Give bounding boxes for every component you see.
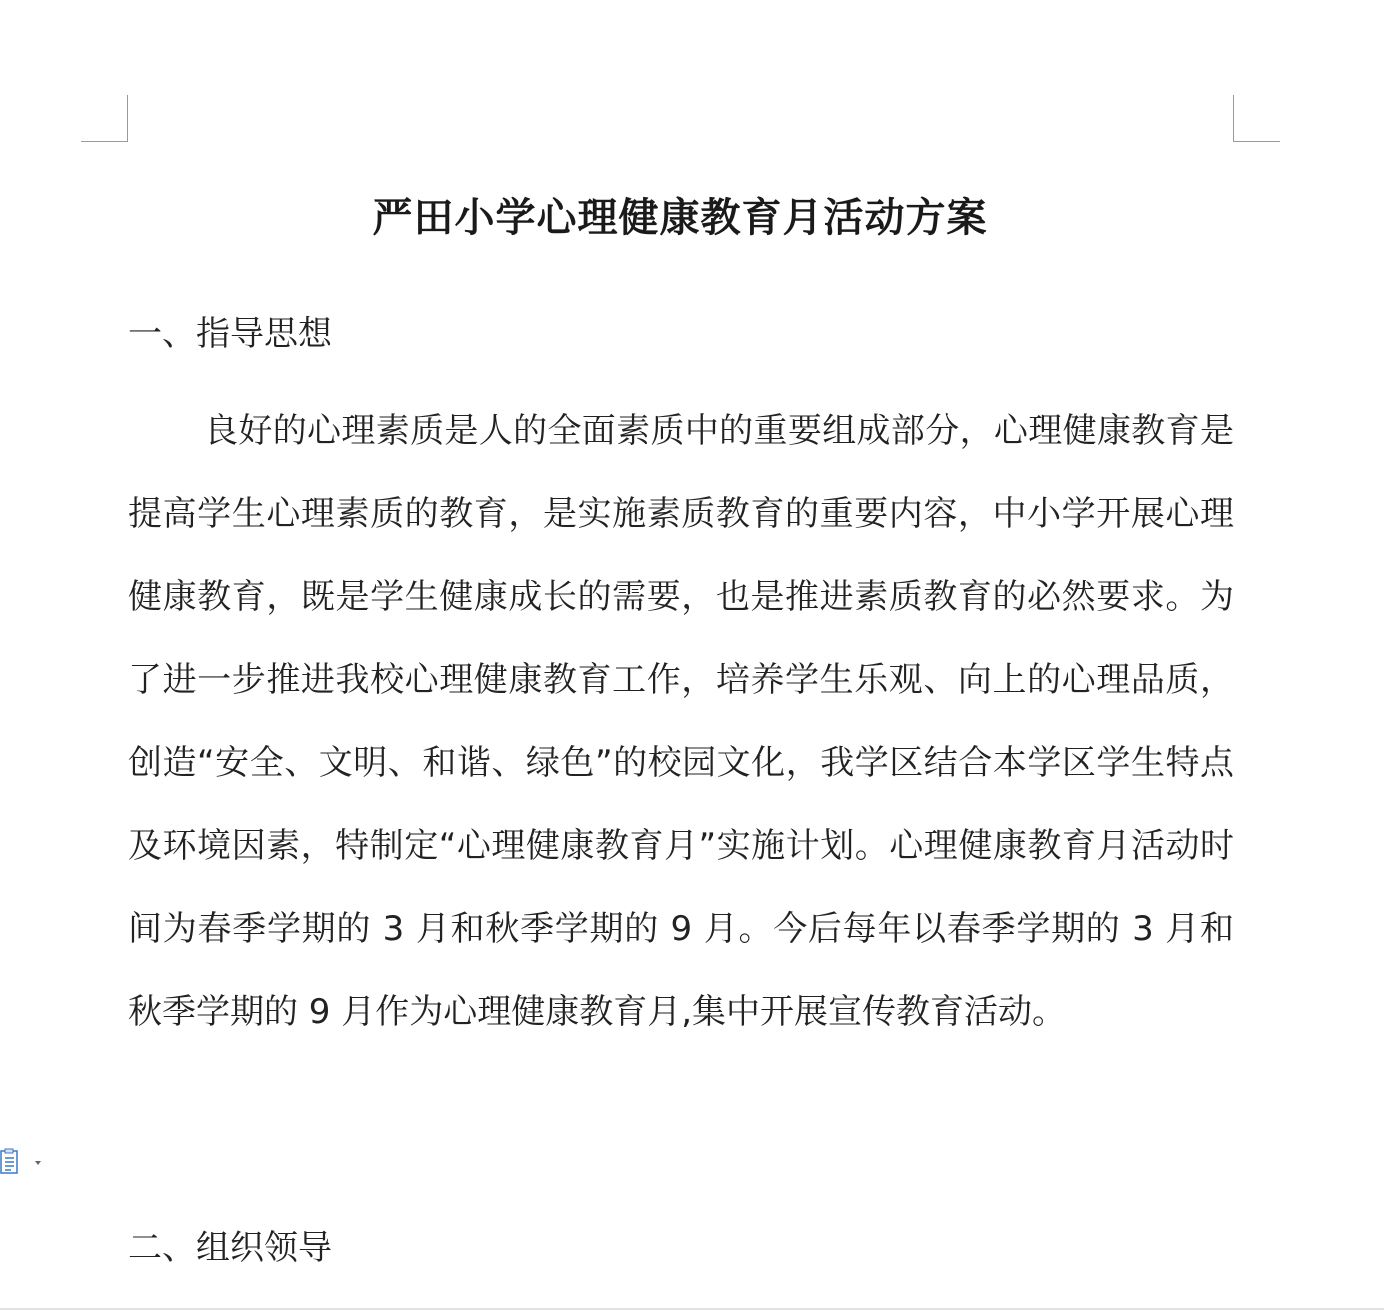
document-title: 严田小学心理健康教育月活动方案: [372, 195, 988, 241]
page-bottom-divider: [0, 1308, 1384, 1310]
paste-options-button[interactable]: [0, 1148, 46, 1178]
top-left-margin-mark: [81, 95, 128, 142]
chevron-down-icon: [35, 1161, 41, 1165]
paste-options-icon: [0, 1148, 46, 1178]
section-paragraph-guiding-thought[interactable]: 良好的心理素质是人的全面素质中的重要组成部分，心理健康教育是提高学生心理素质的教育，是实施素质教育的重要内容，中小学开展心理健康教育，既是学生健康成长的需要，也是推进素质教育的必然要求。为了进一步推进我校心理健康教育工作，培养学生乐观、向上的心理品质，创造“安全、文明、和谐、绿色”的校园文化，我学区结合本学区学生特点及环境因素，特制定“心理健康教育月”实施计划。心理健康教育月活动时间为春季学期的 3 月和秋季学期的 9 月。今后每年以春季学期的 3 月和秋季学期的 9 月作为心理健康教育月,集中开展宣传教育活动。: [128, 411, 1234, 1032]
top-right-margin-mark: [1233, 95, 1280, 142]
section-heading-guiding-thought: 一、指导思想: [128, 314, 332, 354]
section-heading-organization: 二、组织领导: [128, 1228, 332, 1268]
